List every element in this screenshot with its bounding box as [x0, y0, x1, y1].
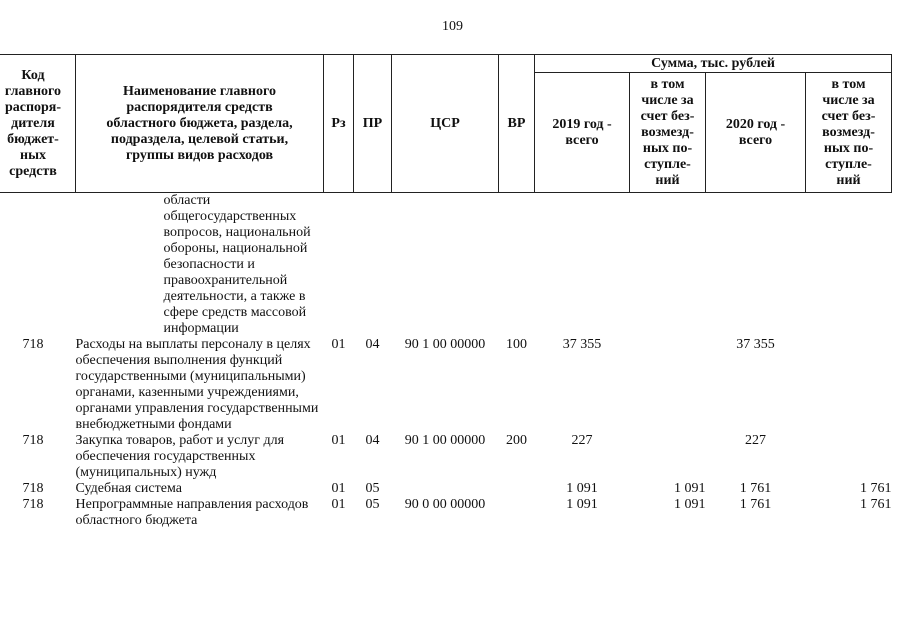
- row-name: области общегосударственных вопросов, национальной обороны, национальной безопасности и правоохранительной деятельности, а также в сфере средств массовой информации: [163, 193, 311, 336]
- row-name: Непрограммные направления расходов областного бюджета: [75, 497, 309, 528]
- row-2020-total: [706, 193, 806, 338]
- row-csr: 90 1 00 00000: [404, 433, 486, 448]
- row-2020-gratis: 1 761: [860, 481, 892, 496]
- row-code: 718: [22, 497, 44, 512]
- row-code: 718: [22, 433, 44, 448]
- table-row: [0, 481, 892, 497]
- row-rz: 01: [331, 497, 346, 512]
- row-2020-total: 1 761: [739, 481, 772, 496]
- row-2019-total: 227: [571, 433, 593, 448]
- row-vr: [499, 497, 535, 529]
- row-vr: [499, 481, 535, 497]
- header-pr: ПР: [354, 55, 392, 193]
- row-2020-gratis: [806, 193, 892, 338]
- table-row: [0, 433, 892, 481]
- row-2019-gratis: [630, 337, 706, 433]
- row-2020-gratis: [806, 337, 892, 433]
- header-vr: ВР: [499, 55, 535, 193]
- row-2020-total: 227: [745, 433, 766, 448]
- budget-table: [0, 54, 892, 529]
- row-csr: 90 1 00 00000: [404, 337, 486, 352]
- row-rz: 01: [331, 481, 346, 496]
- header-sum: Сумма, тыс. рублей: [535, 55, 892, 73]
- header-name: Наименование главного распорядителя средств областного бюджета, раздела, подраздела, целевой статьи, группы видов расходов: [76, 55, 324, 193]
- row-2020-total: 37 355: [736, 337, 775, 352]
- row-2019-gratis: [630, 433, 706, 481]
- row-2019-total: 37 355: [562, 337, 602, 352]
- row-rz: 01: [331, 337, 346, 352]
- row-vr: [499, 193, 535, 338]
- header-2020-gratis: в том числе за счет без- возмезд- ных по- ступле- ний: [806, 73, 892, 193]
- row-2019-gratis: 1 091: [674, 497, 706, 512]
- row-code: [0, 193, 76, 338]
- row-2019-gratis: 1 091: [674, 481, 706, 496]
- row-2019-total: 1 091: [566, 497, 598, 512]
- row-2019-gratis: [630, 193, 706, 338]
- table-row: [0, 337, 892, 433]
- row-csr: 90 0 00 00000: [404, 497, 486, 512]
- row-code: 718: [22, 481, 44, 496]
- header-code: Код главного распоря- дителя бюджет- ных средств: [0, 55, 76, 193]
- row-pr: 04: [365, 337, 380, 352]
- row-name: Расходы на выплаты персоналу в целях обеспечения выполнения функций государственными (муниципальными) органами, казенными учреждениями, органами управления государственными внебюджетными фондами: [75, 337, 319, 432]
- row-name: Судебная система: [75, 481, 182, 496]
- row-pr: 05: [365, 481, 380, 496]
- row-csr: [392, 193, 499, 338]
- row-code: 718: [22, 337, 44, 352]
- row-csr: [392, 481, 499, 497]
- row-pr: 04: [365, 433, 380, 448]
- row-name: Закупка товаров, работ и услуг для обеспечения государственных (муниципальных) нужд: [75, 433, 285, 480]
- row-pr: [354, 193, 392, 338]
- table-row: [0, 497, 892, 529]
- row-2019-total: 1 091: [566, 481, 598, 496]
- row-pr: 05: [365, 497, 380, 512]
- row-2019-total: [535, 193, 630, 338]
- table-row: [0, 193, 892, 338]
- row-vr: 200: [506, 433, 527, 448]
- row-vr: 100: [506, 337, 527, 352]
- row-rz: [324, 193, 354, 338]
- header-csr: ЦСР: [392, 55, 499, 193]
- row-2020-total: 1 761: [739, 497, 772, 512]
- page-number: 109: [442, 19, 463, 34]
- header-2019-total: 2019 год - всего: [535, 73, 630, 193]
- row-rz: 01: [331, 433, 346, 448]
- header-2020-total: 2020 год - всего: [706, 73, 806, 193]
- row-2020-gratis: 1 761: [860, 497, 892, 512]
- header-2019-gratis: в том числе за счет без- возмезд- ных по- ступле- ний: [630, 73, 706, 193]
- row-2020-gratis: [806, 433, 892, 481]
- header-rz: Рз: [324, 55, 354, 193]
